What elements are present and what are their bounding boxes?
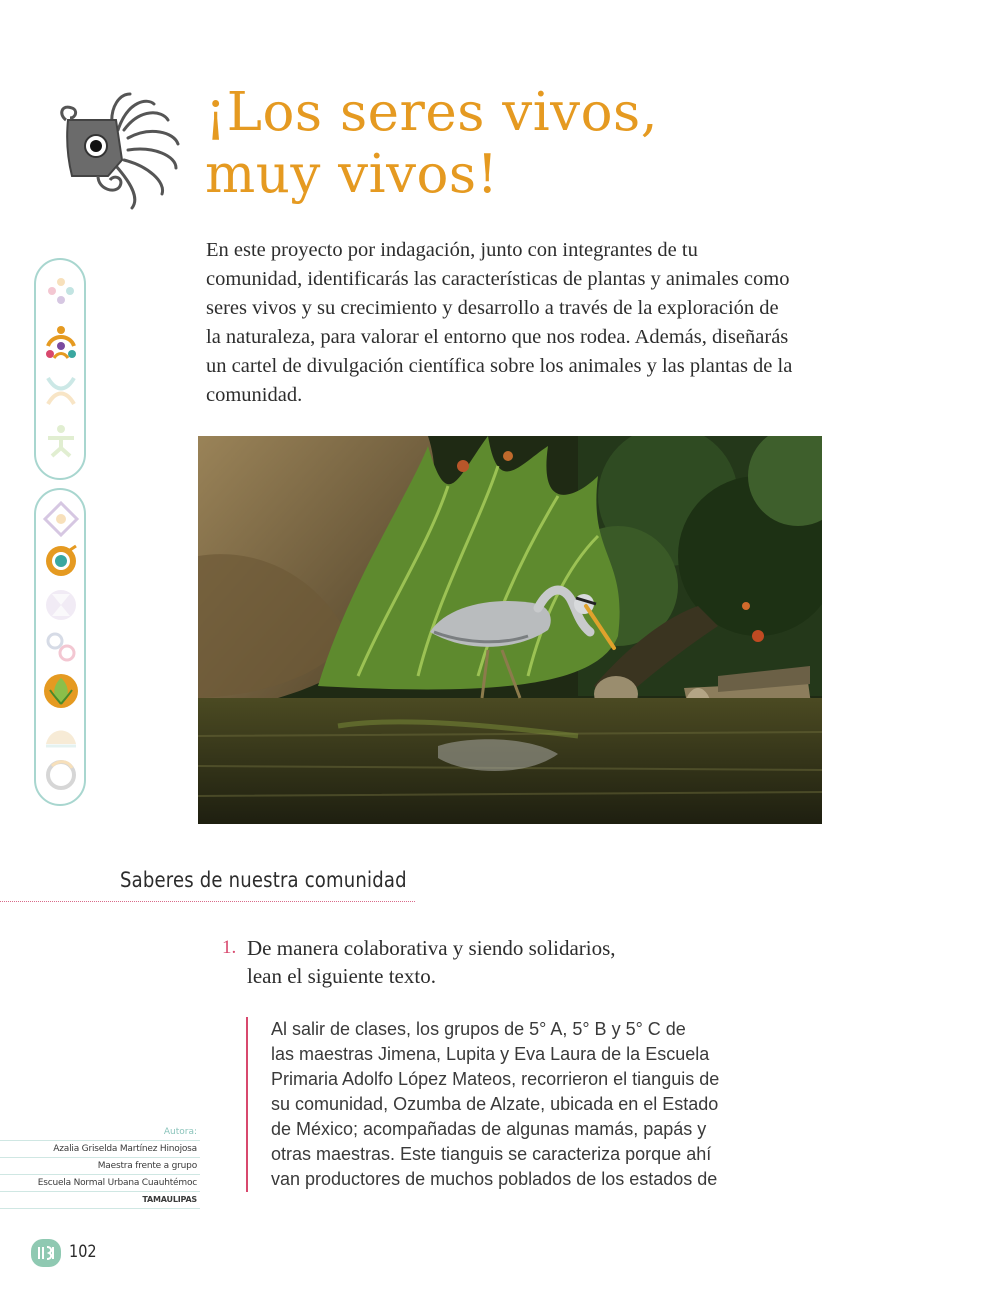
page-title xyxy=(205,82,765,206)
sidebar-group-bottom xyxy=(34,488,86,806)
sidebar-group-top xyxy=(34,258,86,480)
activity-number: 1. xyxy=(222,937,237,958)
reading-bar xyxy=(246,1017,248,1192)
ring-icon-faded[interactable] xyxy=(42,756,80,794)
community-icon-active[interactable] xyxy=(42,324,80,362)
book-glyph-icon xyxy=(31,1239,61,1267)
mound-icon-faded[interactable] xyxy=(42,716,80,754)
glyph-head-icon xyxy=(58,90,186,214)
activity-line-1: De manera colaborativa y siendo solidarios, xyxy=(247,936,616,960)
reading-line: las maestras Jimena, Lupita y Eva Laura de la Escuela xyxy=(271,1044,710,1064)
activity-line-2: lean el siguiente texto. xyxy=(247,964,436,988)
author-role: Maestra frente a grupo xyxy=(0,1157,200,1174)
activity-item xyxy=(222,934,682,990)
reading-line: su comunidad, Ozumba de Alzate, ubicada en el Estado xyxy=(271,1094,719,1114)
reading-line: otras maestras. Este tianguis se caracteriza porque ahí xyxy=(271,1144,712,1164)
section-heading: Saberes de nuestra comunidad xyxy=(120,868,407,892)
reading-line: Primaria Adolfo López Mateos, recorrieron el tianguis de xyxy=(271,1069,720,1089)
community-icon-faded[interactable] xyxy=(42,272,80,310)
diamond-icon-faded[interactable] xyxy=(42,500,80,538)
credits-label: Autora: xyxy=(163,1127,197,1137)
author-name: Azalia Griselda Martínez Hinojosa xyxy=(0,1140,200,1157)
heron-photo xyxy=(198,436,822,824)
author-credits xyxy=(0,1124,200,1210)
reading-text xyxy=(271,1017,761,1192)
reading-line: van productores de muchos poblados de los estados de xyxy=(271,1169,718,1189)
author-state: TAMAULIPAS xyxy=(0,1191,200,1208)
intro-paragraph: En este proyecto por indagación, junto con integrantes de tu comunidad, identificarás las características de plantas y animales como seres vivos y su crecimiento y desarrollo a través de la exploración de la naturaleza, para valorar el entorno que nos rodea. Además, diseñarás un cartel de divulgación científica sobre los animales y las plantas de la comunidad. xyxy=(206,239,793,406)
title-line-1: ¡Los seres vivos, xyxy=(205,82,659,143)
page-number: 102 xyxy=(69,1242,97,1262)
reading-line: de México; acompañadas de algunas mamás, papás y xyxy=(271,1119,707,1139)
circle-icon-active[interactable] xyxy=(42,542,80,580)
reading-line: Al salir de clases, los grupos de 5° A, 5° B y 5° C de xyxy=(271,1019,686,1039)
section-divider xyxy=(0,901,415,902)
leaf-icon-active[interactable] xyxy=(42,672,80,710)
author-school: Escuela Normal Urbana Cuauhtémoc xyxy=(0,1174,200,1191)
figure-icon-faded[interactable] xyxy=(42,422,80,460)
hourglass-icon-faded[interactable] xyxy=(42,586,80,624)
credits-end-rule xyxy=(0,1208,200,1210)
title-line-2: muy vivos! xyxy=(205,144,499,205)
link-icon-faded[interactable] xyxy=(42,628,80,666)
people-icon-faded[interactable] xyxy=(42,372,80,410)
